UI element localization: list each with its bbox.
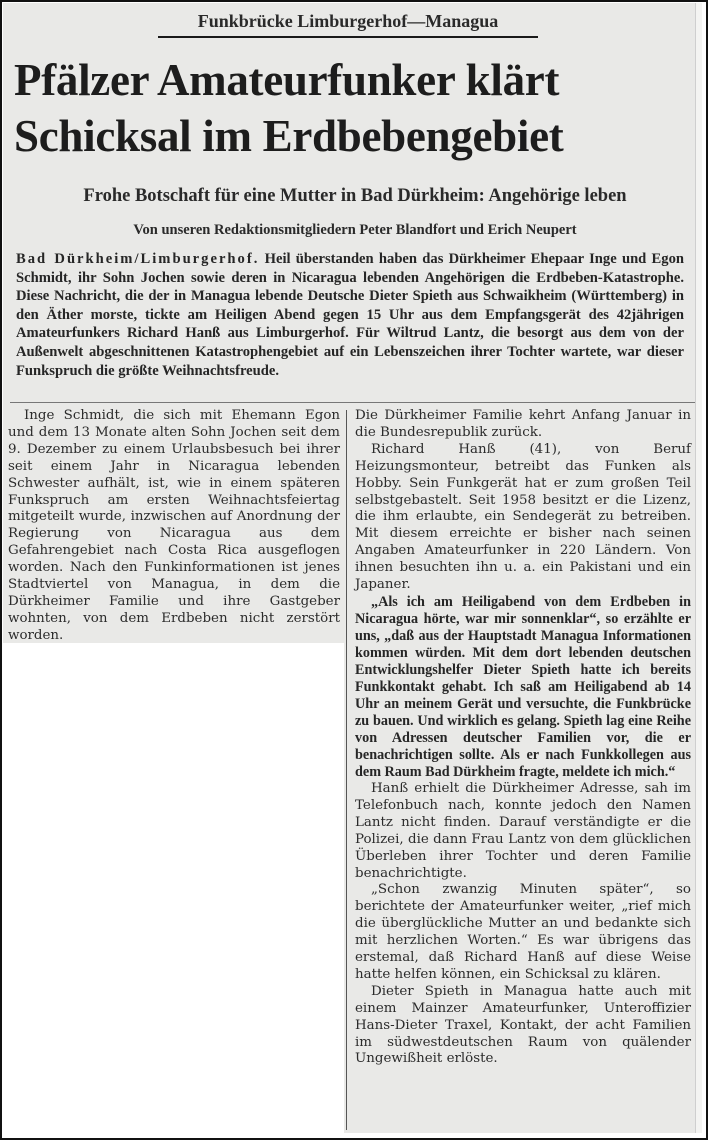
byline: Von unseren Redaktionsmitgliedern Peter Blandfort und Erich Neupert [133,222,577,238]
right-continued-paragraph: Die Dürkheimer Familie kehrt Anfang Januar in die Bundesrepublik zurück. [355,408,691,440]
right-paragraph-2: Hanß erhielt die Dürkheimer Adresse, sah im Telefonbuch nach, konnte jedoch den Namen Lantz nicht finden. Darauf verständigte er die Polizei, die dann Frau Lantz von dem glücklichen Überleben ihrer Tochter und deren Familie benachrichtigte. [355,780,691,881]
headline-line-1: Pfälzer Amateurfunker klärt [14,55,560,105]
left-column [8,408,340,645]
lead-text: Heil überstanden haben das Dürkheimer Ehepaar Inge und Egon Schmidt, ihr Sohn Jochen sowie deren in Nicaragua lebenden Angehörigen die Erdbeben-Katastrophe. Diese Nachricht, die der in Managua lebende Deutsche Dieter Spieth aus Schwaikheim (Württemberg) in den Äther morste, tickte am Heiligen Abend gegen 15 Uhr aus dem Empfangsgerät des 42jährigen Amateurfunkers Richard Hanß aus Limburgerhof. Für Wiltrud Lantz, die besorgt aus dem von der Außenwelt abgeschnittenen Katastrophengebiet auf ein Lebenszeichen ihrer Tochter wartete, war dieser Funkspruch die größte Weihnachtsfreude. [16,251,684,379]
lead-divider [10,402,695,403]
headline-line-2: Schicksal im Erdbebengebiet [14,111,564,161]
right-paragraph-4: Dieter Spieth in Managua hatte auch mit einem Mainzer Amateurfunker, Unteroffizier Hans-Dieter Traxel, Kontakt, der acht Familien im südwestdeutschen Raum von quälender Ungewißheit erlöste. [355,983,691,1067]
right-paragraph-3: „Schon zwanzig Minuten später“, so berichtete der Amateurfunker weiter, „rief mich die überglückliche Mutter an und bedankte sich mit herzlichen Worten.“ Es war übrigens das erstemal, daß Richard Hanß auf diese Weise hatte helfen können, ein Schicksal zu klären. [355,882,691,982]
right-paragraph-1: Richard Hanß (41), von Beruf Heizungsmonteur, betreibt das Funken als Hobby. Sein Funkgerät hat er zum großen Teil selbstgebastelt. Seit 1958 besitzt er die Lizenz, die ihm erlaubte, ein Sendegerät zu betreiben. Mit diesem erreichte er bisher nach seinen Angaben Amateurfunker in 220 Ländern. Von ihnen besuchten ihn u. a. ein Pakistani und ein Japaner. [355,441,691,593]
column-divider [346,410,347,1130]
quote-paragraph: „Als ich am Heiligabend von dem Erdbeben in Nicaragua hörte, war mir sonnenklar“, so erzählte er uns, „daß aus der Hauptstadt Managua Informationen kommen würden. Mit dem dort lebenden deutschen Entwicklungshelfer Dieter Spieth hatte ich bereits Funkkontakt gehabt. Ich saß am Heiligabend ab 14 Uhr an meinem Gerät und versuchte, die Funkbrücke zu bauen. Und wirklich es gelang. Spieth lag eine Reihe von Adressen deutscher Familien vor, die er benachrichtigen sollte. Als er nach Funkkollegen aus dem Raum Bad Dürkheim fragte, meldete ich mich.“ [355,593,691,780]
subheadline: Frohe Botschaft für eine Mutter in Bad Dürkheim: Angehörige leben [83,186,627,206]
headline [14,52,694,164]
scan-edge-strip [695,3,702,1133]
left-paragraph: Inge Schmidt, die sich mit Ehemann Egon und dem 13 Monate alten Sohn Jochen seit dem 9. Dezember zu einem Urlaubsbesuch bei ihrer seit einem Jahr in Nicaragua lebenden Schwester aufhält, ist, wie in einem späteren Funkspruch am ersten Weihnachtsfeiertag mitgeteilt wurde, inzwischen auf Anordnung der Regierung von Nicaragua aus dem Gefahrengebiet nach Costa Rica ausgeflogen worden. Nach den Funkinformationen ist jenes Stadtviertel von Managua, in dem die Dürkheimer Familie und ihre Gastgeber wohnten, von dem Erdbeben nicht zerstört worden. [8,408,340,643]
kicker-line: Funkbrücke Limburgerhof—Managua [158,8,538,38]
lead-paragraph [16,250,684,380]
right-column [355,408,691,1068]
dateline: Bad Dürkheim/Limburgerhof. [16,251,260,267]
